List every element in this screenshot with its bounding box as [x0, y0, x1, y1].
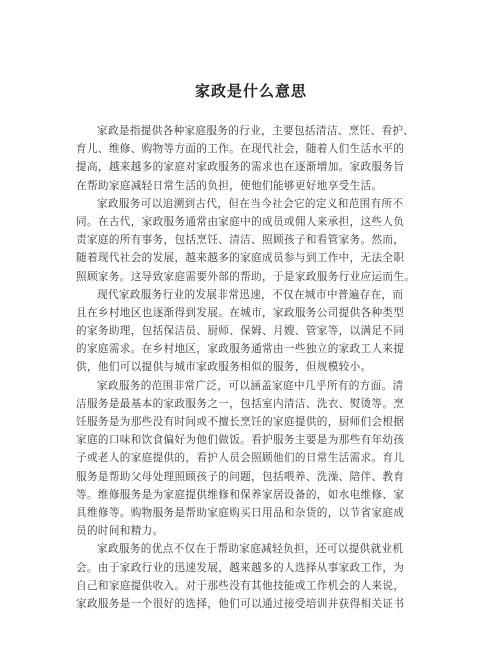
text-line: 会。由于家政行业的迅速发展，越来越多的人选择从事家政工作，为: [76, 561, 405, 574]
text-line: 等。维修服务是为家庭提供维修和保养家居设备的，如水电维修、家: [76, 488, 405, 501]
text-line: 家政服务是一个很好的选择，他们可以通过接受培训并获得相关证书: [76, 597, 405, 610]
text-line: 饪服务是为那些没有时间或不擅长烹饪的家庭提供的，厨师们会根据: [76, 416, 405, 428]
text-line: 服务是帮助父母处理照顾孩子的问题，包括喂养、洗澡、陪伴、教育: [76, 470, 405, 483]
text-line: 同。在古代，家政服务通常由家庭中的成员或佣人来承担，这些人负: [76, 215, 405, 228]
text-line: 提高，越来越多的家庭对家政服务的需求也在逐渐增加。家政服务旨: [76, 161, 405, 174]
text-line: 家庭的口味和饮食偏好为他们做饭。看护服务主要是为那些有年幼孩: [76, 434, 405, 447]
text-line: 自己和家庭提供收入。对于那些没有其他技能或工作机会的人来说，: [76, 579, 405, 592]
text-line: 家政服务的优点不仅在于帮助家庭减轻负担，还可以提供就业机: [97, 543, 404, 556]
text-line: 子或老人的家庭提供的，看护人员会照顾他们的日常生活需求。育儿: [76, 452, 405, 465]
text-line: 在帮助家庭减轻日常生活的负担，使他们能够更好地享受生活。: [76, 179, 383, 192]
text-line: 责家庭的所有事务，包括烹饪、清洁、照顾孩子和看管家务。然而，: [76, 234, 405, 247]
document-body: [76, 122, 428, 613]
text-line: 育儿、维修、购物等方面的工作。在现代社会，随着人们生活水平的: [76, 143, 405, 156]
text-line: 供，他们可以提供与城市家政服务相似的服务，但规模较小。: [76, 361, 372, 374]
text-line: 的家庭需求。在乡村地区，家政服务通常由一些独立的家政工人来提: [76, 343, 405, 356]
text-line: 且在乡村地区也逐渐得到发展。在城市，家政服务公司提供各种类型: [76, 306, 405, 319]
text-line: 随着现代社会的发展，越来越多的家庭成员参与到工作中，无法全职: [76, 252, 405, 265]
text-line: 家政服务可以追溯到古代，但在当今社会它的定义和范围有所不: [97, 197, 404, 210]
text-line: 家政服务的范围非常广泛，可以涵盖家庭中几乎所有的方面。清: [97, 379, 404, 392]
document-title: 家政是什么意思: [194, 82, 307, 100]
text-line: 的家务助理，包括保洁员、厨师、保姆、月嫂、管家等，以满足不同: [76, 325, 405, 338]
text-line: 具维修等。购物服务是帮助家庭购买日用品和杂货的，以节省家庭成: [76, 506, 405, 519]
text-line: 照顾家务。这导致家庭需要外部的帮助，于是家政服务行业应运而生。: [76, 270, 416, 283]
text-line: 现代家政服务行业的发展非常迅速，不仅在城市中普遍存在，而: [97, 288, 404, 301]
text-line: 洁服务是最基本的家政服务之一，包括室内清洁、洗衣、熨烫等。烹: [76, 397, 405, 410]
text-line: 员的时间和精力。: [76, 525, 164, 538]
text-line: 家政是指提供各种家庭服务的行业，主要包括清洁、烹饪、看护、: [97, 125, 415, 137]
